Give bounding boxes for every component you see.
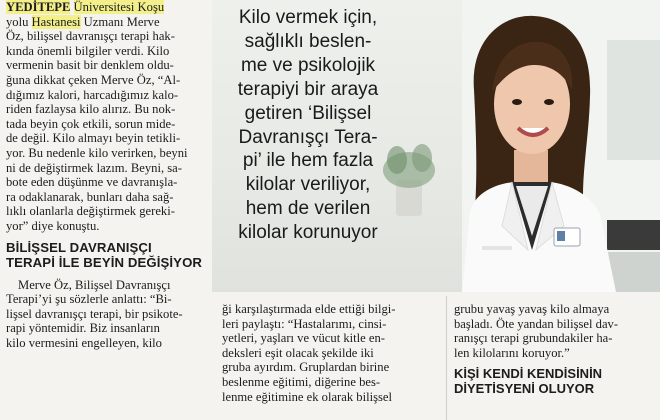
section-heading: BİLİŞSEL DAVRANIŞÇI TERAPİ İLE BEYİN DEĞİŞİYOR: [6, 239, 203, 270]
lead-line: dığımız kalori, harcadığımız kalo-: [6, 87, 179, 102]
left-column: [6, 0, 204, 420]
middle-column: [222, 302, 440, 404]
second-paragraph: [6, 278, 204, 351]
paragraph-line: beslenme eğitimi, diğerine bes-: [222, 374, 381, 389]
paragraph-line: yetleri, yaşları ve vücut kitle en-: [222, 331, 385, 346]
paragraph-line: gruba ayırdım. Gruplardan birine: [222, 360, 390, 375]
lead-line: ni de değiştirmek lazım. Beyni, sa-: [6, 160, 182, 175]
university-name: Üniversitesi Koşu: [73, 0, 165, 14]
lead-line: de değil. Kilo almayı beyin tetikli-: [6, 131, 181, 146]
pull-quote: Kilo vermek için, sağlıklı beslen- me ve psikolojik terapiyi bir araya getiren ‘Bilişsel Davranışçı Tera- pi’ ile hem fazla kilolar veriliyor, hem de verilen kilolar korunuyor: [237, 7, 379, 244]
paragraph-line: leri paylaştı: “Hastalarımı, cinsi-: [222, 316, 387, 331]
paragraph-line: lenme eğitimine ek olarak bilişsel: [222, 389, 392, 404]
lead-line-2: yolu Hastanesi Uzmanı Merve: [6, 14, 160, 29]
section-heading: KİŞİ KENDİ KENDİSİNİN DİYETİSYENİ OLUYOR: [454, 366, 603, 397]
hospital-name: Hastanesi: [31, 14, 81, 29]
paragraph-line: rapi yöntemidir. Biz insanların: [6, 321, 160, 336]
lead-line: kında önemli bilgiler verdi. Kilo: [6, 43, 170, 58]
lead-line: vermenin basit bir denklem oldu-: [6, 58, 174, 73]
paragraph-line: lişsel davranışçı terapi, bir psikote-: [6, 306, 183, 321]
lead-line: botе eden düşünme ve davranışla-: [6, 175, 178, 190]
paragraph-line: kilo vermesini engelleyen, kilo: [6, 335, 162, 350]
paragraph-line: len kilolarını koruyor.”: [454, 345, 570, 360]
paragraph-line: Merve Öz, Bilişsel Davranışçı: [18, 277, 171, 292]
right-column: [454, 302, 654, 396]
paragraph-line: grubu yavaş yavaş kilo almaya: [454, 302, 610, 316]
paragraph-line: ği karşılaştırmada elde ettiği bilgi-: [222, 302, 396, 316]
lead-line: Öz, bilişsel davranışçı terapi hak-: [6, 29, 175, 44]
lead-paragraph: [6, 0, 204, 234]
lead-line: yor” diye konuştu.: [6, 218, 100, 233]
lead-line: ğuna dikkat çeken Merve Öz, “Al-: [6, 72, 181, 87]
lead-line: ra odaklanarak, bunları daha sağ-: [6, 189, 174, 204]
paragraph-line: ranışçı terapi grubundakiler ha-: [454, 331, 613, 346]
lead-line: tada beyin çok etkili, sorun mide-: [6, 116, 176, 131]
lead-line: lıklı olanlarla değiştirmek gereki-: [6, 204, 175, 219]
article-photo: [212, 0, 660, 292]
lead-line-1: [6, 0, 204, 15]
column-divider: [446, 296, 447, 420]
lead-line: yor. Bu nedenle kilo verirken, beyni: [6, 145, 188, 160]
paragraph-line: başladı. Öte yandan bilişsel dav-: [454, 316, 619, 331]
paragraph-line: Terapi’yi şu sözlerle anlattı: “Bi-: [6, 292, 172, 307]
brand-name: YEDİTEPE: [6, 0, 71, 14]
right-paragraph: [454, 302, 654, 360]
lead-line: riden fazlaysa kilo alırız. Bu nok-: [6, 102, 176, 117]
paragraph-line: deksleri eşit olacak şekilde iki: [222, 345, 374, 360]
